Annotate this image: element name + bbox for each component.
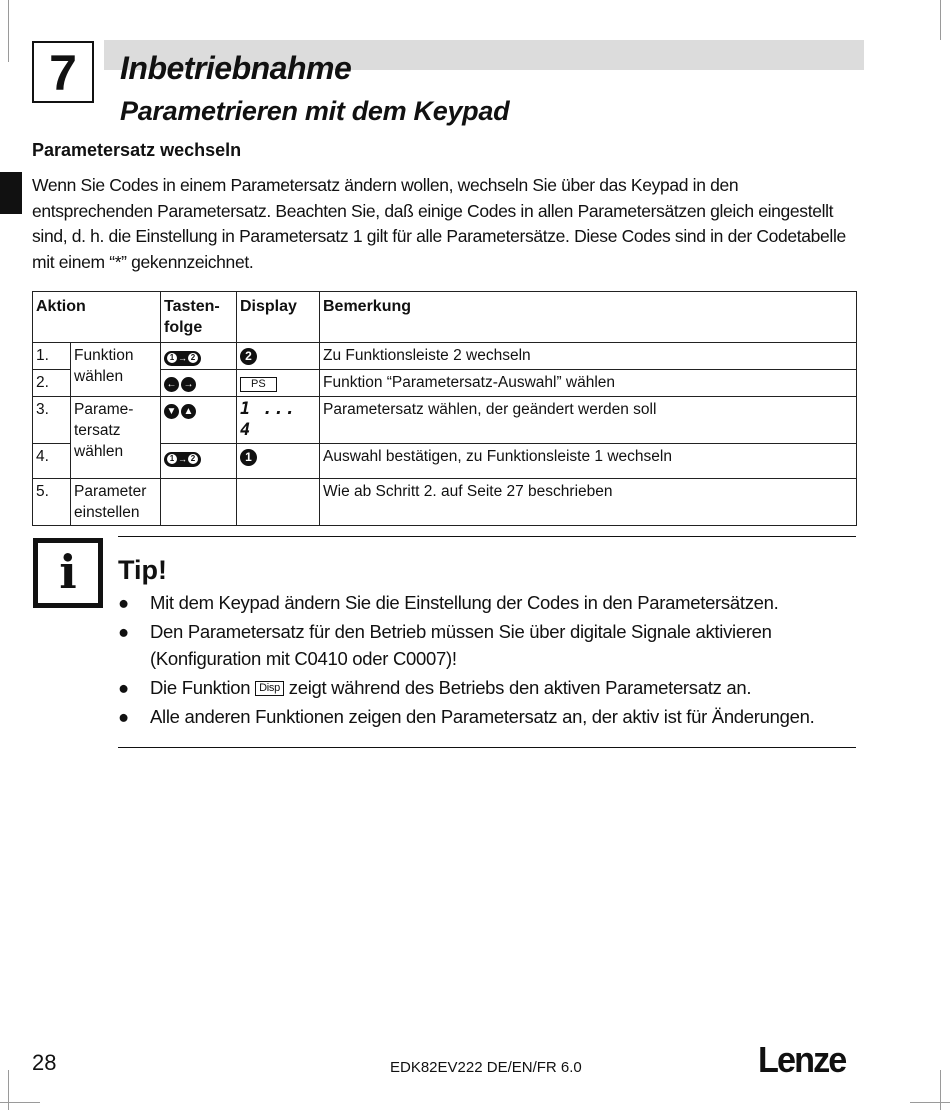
crop-mark <box>0 1102 40 1103</box>
display-range: 1 ... 4 <box>240 399 297 440</box>
step-number: 3. <box>33 397 71 444</box>
chapter-title: Inbetriebnahme <box>120 50 352 86</box>
display-digit-2: 2 <box>240 348 257 365</box>
display-value <box>237 343 320 370</box>
crop-mark <box>8 1070 9 1110</box>
display-digit-1: 1 <box>240 449 257 466</box>
group-label: Funktion wählen <box>71 343 161 397</box>
crop-mark <box>8 0 9 62</box>
document-id: EDK82EV222 DE/EN/FR 6.0 <box>390 1059 582 1076</box>
display-ps: PS <box>240 377 277 392</box>
crop-mark <box>940 1070 941 1110</box>
tip-rule-top <box>118 536 856 537</box>
remark-text: Zu Funktionsleiste 2 wechseln <box>320 343 857 370</box>
display-value <box>237 479 320 526</box>
key-sequence <box>161 444 237 479</box>
header-display: Display <box>237 292 320 343</box>
remark-text: Auswahl bestätigen, zu Funktionsleiste 1 wechseln <box>320 444 857 479</box>
left-key-icon: ← <box>164 377 179 392</box>
remark-text: Parametersatz wählen, der geändert werden soll <box>320 397 857 444</box>
down-key-icon: ▼ <box>164 404 179 419</box>
list-item: ● Alle anderen Funktionen zeigen den Parametersatz an, der aktiv ist für Änderungen. <box>118 703 858 730</box>
table-row <box>33 343 857 370</box>
step-number: 5. <box>33 479 71 526</box>
bullet-icon: ● <box>118 592 129 613</box>
section-heading: Parametersatz wechseln <box>32 140 242 160</box>
group-label: Parameter einstellen <box>71 479 161 526</box>
header-remark: Bemerkung <box>320 292 857 343</box>
action-table <box>32 291 857 526</box>
tip-list <box>118 589 858 732</box>
step-number: 4. <box>33 444 71 479</box>
list-item: ● Den Parametersatz für den Betrieb müssen Sie über digitale Signale aktivieren (Konfiguration mit C0410 oder C0007)! <box>118 618 858 672</box>
crop-mark <box>910 1102 950 1103</box>
tip-title: Tip! <box>118 555 167 585</box>
crop-mark <box>940 0 941 40</box>
key-sequence <box>161 370 237 397</box>
brand-logo: Lenze <box>758 1039 846 1080</box>
chapter-number: 7 <box>32 41 94 103</box>
arrow-right-icon: → <box>178 352 187 363</box>
key-sequence <box>161 479 237 526</box>
right-key-icon: → <box>181 377 196 392</box>
info-icon: i <box>33 538 103 608</box>
header-action: Aktion <box>33 292 161 343</box>
table-header-row <box>33 292 857 343</box>
step-number: 2. <box>33 370 71 397</box>
step-number: 1. <box>33 343 71 370</box>
group-label: Parame-tersatz wählen <box>71 397 161 479</box>
key-sequence <box>161 343 237 370</box>
up-key-icon: ▲ <box>181 404 196 419</box>
arrow-right-icon: → <box>178 453 187 464</box>
display-value <box>237 444 320 479</box>
toggle-12-key-icon: 1 → 2 <box>164 452 201 467</box>
bullet-icon: ● <box>118 706 129 727</box>
intro-paragraph: Wenn Sie Codes in einem Parametersatz ändern wollen, wechseln Sie über das Keypad in den entsprechenden Parametersatz. Beachten Sie, daß einige Codes in allen Parametersätzen gleich eingestellt sind, d. h. die Einstellung in Parametersatz 1 gilt für alle Parametersätze. Diese Codes sind in der Codetabelle mit einem “*” gekennzeichnet. <box>32 175 846 272</box>
header-keys: Tasten-folge <box>161 292 237 343</box>
tip-rule-bottom <box>118 747 856 748</box>
display-value <box>237 397 320 444</box>
bullet-icon: ● <box>118 677 129 698</box>
list-item: ● Mit dem Keypad ändern Sie die Einstellung der Codes in den Parametersätzen. <box>118 589 858 616</box>
display-value <box>237 370 320 397</box>
table-row <box>33 397 857 444</box>
key-sequence <box>161 397 237 444</box>
toggle-12-key-icon: 1 → 2 <box>164 351 201 366</box>
list-item: ● Die Funktion Disp zeigt während des Betriebs den aktiven Parametersatz an. <box>118 674 858 701</box>
table-row <box>33 479 857 526</box>
remark-text: Funktion “Parametersatz-Auswahl” wählen <box>320 370 857 397</box>
bullet-icon: ● <box>118 621 129 642</box>
disp-function-box: Disp <box>255 681 284 696</box>
page-number: 28 <box>32 1050 57 1075</box>
remark-text: Wie ab Schritt 2. auf Seite 27 beschrieben <box>320 479 857 526</box>
change-bar <box>0 172 22 214</box>
chapter-subtitle: Parametrieren mit dem Keypad <box>120 96 510 126</box>
